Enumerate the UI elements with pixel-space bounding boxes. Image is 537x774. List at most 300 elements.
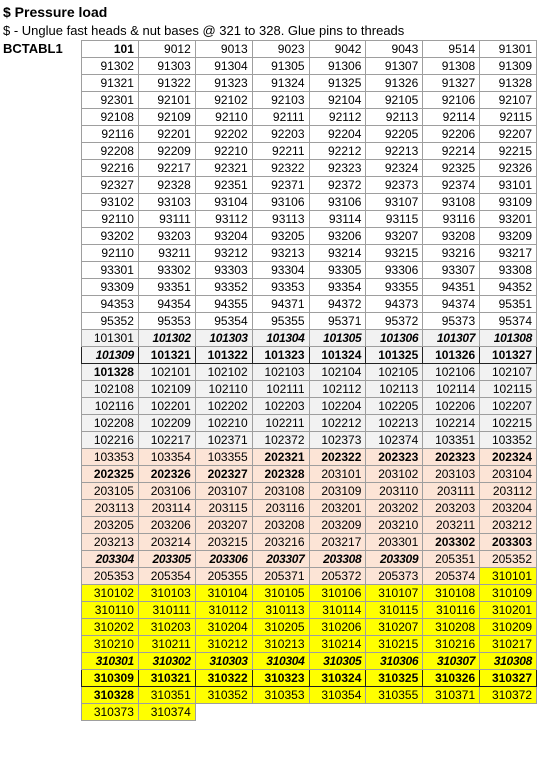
table-cell[interactable]: 101321: [138, 347, 195, 364]
table-cell[interactable]: 102201: [138, 398, 195, 415]
table-cell[interactable]: 93114: [309, 211, 366, 228]
table-cell[interactable]: 93115: [366, 211, 423, 228]
table-cell[interactable]: 102217: [138, 432, 195, 449]
table-cell[interactable]: 93202: [82, 228, 139, 245]
table-cell[interactable]: 103354: [138, 449, 195, 466]
table-cell[interactable]: 9023: [252, 41, 309, 58]
table-cell[interactable]: 92113: [366, 109, 423, 126]
table-cell[interactable]: 310208: [423, 619, 480, 636]
table-cell[interactable]: 205354: [138, 568, 195, 585]
table-cell[interactable]: 101305: [309, 330, 366, 347]
table-cell[interactable]: 205351: [423, 551, 480, 568]
table-cell[interactable]: 310302: [138, 653, 195, 670]
table-cell[interactable]: 310115: [366, 602, 423, 619]
table-cell[interactable]: 95374: [480, 313, 537, 330]
table-cell[interactable]: 93217: [480, 245, 537, 262]
table-cell[interactable]: 310308: [480, 653, 537, 670]
table-cell[interactable]: 93355: [366, 279, 423, 296]
table-cell[interactable]: 9042: [309, 41, 366, 58]
table-cell[interactable]: 203302: [423, 534, 480, 551]
table-cell[interactable]: 102216: [82, 432, 139, 449]
table-cell[interactable]: 203114: [138, 500, 195, 517]
table-cell[interactable]: 310101: [480, 568, 537, 585]
table-cell[interactable]: 310212: [195, 636, 252, 653]
table-cell[interactable]: 91306: [309, 58, 366, 75]
table-cell[interactable]: 93204: [195, 228, 252, 245]
table-cell[interactable]: 9514: [423, 41, 480, 58]
table-cell[interactable]: 310102: [82, 585, 139, 602]
table-cell[interactable]: 95373: [423, 313, 480, 330]
table-cell[interactable]: 92328: [138, 177, 195, 194]
table-cell[interactable]: 203214: [138, 534, 195, 551]
table-cell[interactable]: 203307: [252, 551, 309, 568]
table-cell[interactable]: 9043: [366, 41, 423, 58]
table-cell[interactable]: 92110: [82, 211, 139, 228]
table-cell[interactable]: 92217: [138, 160, 195, 177]
table-cell[interactable]: 203109: [309, 483, 366, 500]
table-cell[interactable]: 203206: [138, 517, 195, 534]
table-cell[interactable]: 310105: [252, 585, 309, 602]
table-cell[interactable]: 203306: [195, 551, 252, 568]
table-cell[interactable]: 310205: [252, 619, 309, 636]
table-cell[interactable]: 92104: [309, 92, 366, 109]
table-cell[interactable]: 310104: [195, 585, 252, 602]
table-cell[interactable]: 101322: [195, 347, 252, 364]
table-cell[interactable]: 92205: [366, 126, 423, 143]
table-cell[interactable]: 92103: [252, 92, 309, 109]
table-cell[interactable]: 92325: [423, 160, 480, 177]
table-cell[interactable]: 93306: [366, 262, 423, 279]
table-cell[interactable]: 102205: [366, 398, 423, 415]
table-cell[interactable]: 203203: [423, 500, 480, 517]
table-cell[interactable]: 310372: [480, 687, 537, 704]
table-cell[interactable]: 91323: [195, 75, 252, 92]
table-cell[interactable]: 205373: [366, 568, 423, 585]
table-cell[interactable]: 310109: [480, 585, 537, 602]
table-cell[interactable]: 310213: [252, 636, 309, 653]
table-cell[interactable]: 203208: [252, 517, 309, 534]
table-cell[interactable]: 203217: [309, 534, 366, 551]
table-cell[interactable]: 102106: [423, 364, 480, 381]
table-cell[interactable]: 205353: [82, 568, 139, 585]
table-cell[interactable]: 101328: [82, 364, 139, 381]
table-cell[interactable]: 93206: [309, 228, 366, 245]
table-cell[interactable]: 310328: [82, 687, 139, 704]
table-cell[interactable]: 92322: [252, 160, 309, 177]
table-cell[interactable]: [423, 704, 480, 721]
table-cell[interactable]: 93212: [195, 245, 252, 262]
table-cell[interactable]: [480, 704, 537, 721]
table-cell[interactable]: 310354: [309, 687, 366, 704]
table-cell[interactable]: 203210: [366, 517, 423, 534]
table-cell[interactable]: 202321: [252, 449, 309, 466]
table-cell[interactable]: 93301: [82, 262, 139, 279]
table-cell[interactable]: 102210: [195, 415, 252, 432]
table-cell[interactable]: 101323: [252, 347, 309, 364]
table-cell[interactable]: 310304: [252, 653, 309, 670]
table-cell[interactable]: 94355: [195, 296, 252, 313]
table-cell[interactable]: 91304: [195, 58, 252, 75]
table-cell[interactable]: 101325: [366, 347, 423, 364]
table-cell[interactable]: 102215: [480, 415, 537, 432]
table-cell[interactable]: 310305: [309, 653, 366, 670]
table-cell[interactable]: 92212: [309, 143, 366, 160]
table-cell[interactable]: 92106: [423, 92, 480, 109]
table-cell[interactable]: 102105: [366, 364, 423, 381]
table-cell[interactable]: 102114: [423, 381, 480, 398]
table-cell[interactable]: 91308: [423, 58, 480, 75]
table-cell[interactable]: 92110: [82, 245, 139, 262]
table-cell[interactable]: 93104: [195, 194, 252, 211]
table-cell[interactable]: 102202: [195, 398, 252, 415]
table-cell[interactable]: 310323: [252, 670, 309, 687]
table-cell[interactable]: 93302: [138, 262, 195, 279]
table-cell[interactable]: 102213: [366, 415, 423, 432]
table-cell[interactable]: 92105: [366, 92, 423, 109]
table-cell[interactable]: 91324: [252, 75, 309, 92]
table-cell[interactable]: 202328: [252, 466, 309, 483]
table-cell[interactable]: 101327: [480, 347, 537, 364]
table-cell[interactable]: 310209: [480, 619, 537, 636]
table-cell[interactable]: 92102: [195, 92, 252, 109]
table-cell[interactable]: 91301: [480, 41, 537, 58]
table-cell[interactable]: 203112: [480, 483, 537, 500]
table-cell[interactable]: 310202: [82, 619, 139, 636]
table-cell[interactable]: 102103: [252, 364, 309, 381]
table-cell[interactable]: 310203: [138, 619, 195, 636]
table-cell[interactable]: 102108: [82, 381, 139, 398]
table-cell[interactable]: 91302: [82, 58, 139, 75]
table-cell[interactable]: 205355: [195, 568, 252, 585]
table-cell[interactable]: 92202: [195, 126, 252, 143]
table-cell[interactable]: 93214: [309, 245, 366, 262]
table-cell[interactable]: 95354: [195, 313, 252, 330]
table-cell[interactable]: 92110: [195, 109, 252, 126]
table-cell[interactable]: 93112: [195, 211, 252, 228]
table-cell[interactable]: 205372: [309, 568, 366, 585]
table-cell[interactable]: 310106: [309, 585, 366, 602]
table-cell[interactable]: 93215: [366, 245, 423, 262]
table-cell[interactable]: 9013: [195, 41, 252, 58]
table-cell[interactable]: 310214: [309, 636, 366, 653]
table-cell[interactable]: 92211: [252, 143, 309, 160]
table-cell[interactable]: 91325: [309, 75, 366, 92]
table-cell[interactable]: 203107: [195, 483, 252, 500]
table-cell[interactable]: 203216: [252, 534, 309, 551]
table-cell[interactable]: 93308: [480, 262, 537, 279]
table-cell[interactable]: 310307: [423, 653, 480, 670]
table-cell[interactable]: 101302: [138, 330, 195, 347]
table-cell[interactable]: 102374: [366, 432, 423, 449]
table-cell[interactable]: [252, 704, 309, 721]
table-cell[interactable]: 310210: [82, 636, 139, 653]
table-cell[interactable]: 93111: [138, 211, 195, 228]
table-cell[interactable]: 92107: [480, 92, 537, 109]
table-cell[interactable]: 92204: [309, 126, 366, 143]
table-cell[interactable]: 310113: [252, 602, 309, 619]
table-cell[interactable]: 101326: [423, 347, 480, 364]
table-cell[interactable]: 102115: [480, 381, 537, 398]
table-cell[interactable]: 9012: [138, 41, 195, 58]
table-cell[interactable]: 203113: [82, 500, 139, 517]
table-cell[interactable]: 93351: [138, 279, 195, 296]
table-cell[interactable]: 203102: [366, 466, 423, 483]
table-cell[interactable]: 102208: [82, 415, 139, 432]
table-cell[interactable]: 91309: [480, 58, 537, 75]
table-cell[interactable]: 101324: [309, 347, 366, 364]
table-cell[interactable]: 101303: [195, 330, 252, 347]
table-cell[interactable]: 203106: [138, 483, 195, 500]
table-cell[interactable]: 93109: [480, 194, 537, 211]
table-cell[interactable]: 310114: [309, 602, 366, 619]
table-cell[interactable]: 92374: [423, 177, 480, 194]
table-cell[interactable]: 94374: [423, 296, 480, 313]
table-cell[interactable]: 91307: [366, 58, 423, 75]
table-cell[interactable]: 92206: [423, 126, 480, 143]
table-cell[interactable]: 205371: [252, 568, 309, 585]
table-cell[interactable]: 93354: [309, 279, 366, 296]
table-cell[interactable]: 101304: [252, 330, 309, 347]
table-cell[interactable]: 93309: [82, 279, 139, 296]
table-cell[interactable]: 203201: [309, 500, 366, 517]
table-cell[interactable]: 102207: [480, 398, 537, 415]
table-cell[interactable]: 203209: [309, 517, 366, 534]
table-cell[interactable]: 102212: [309, 415, 366, 432]
table-cell[interactable]: 203303: [480, 534, 537, 551]
table-cell[interactable]: 310204: [195, 619, 252, 636]
table-cell[interactable]: 93101: [480, 177, 537, 194]
table-cell[interactable]: 95352: [82, 313, 139, 330]
table-cell[interactable]: 203205: [82, 517, 139, 534]
table-cell[interactable]: 203101: [309, 466, 366, 483]
table-cell[interactable]: 94372: [309, 296, 366, 313]
table-cell[interactable]: 310353: [252, 687, 309, 704]
table-cell[interactable]: 102113: [366, 381, 423, 398]
table-cell[interactable]: 92209: [138, 143, 195, 160]
table-cell[interactable]: 91321: [82, 75, 139, 92]
table-cell[interactable]: 202322: [309, 449, 366, 466]
table-cell[interactable]: 101307: [423, 330, 480, 347]
table-cell[interactable]: 93106: [252, 194, 309, 211]
table-cell[interactable]: 310322: [195, 670, 252, 687]
table-cell[interactable]: 203115: [195, 500, 252, 517]
table-cell[interactable]: 203116: [252, 500, 309, 517]
table-cell[interactable]: 94354: [138, 296, 195, 313]
table-cell[interactable]: 102371: [195, 432, 252, 449]
table-cell[interactable]: 203301: [366, 534, 423, 551]
table-cell[interactable]: 101308: [480, 330, 537, 347]
table-cell[interactable]: 102203: [252, 398, 309, 415]
table-cell[interactable]: 92215: [480, 143, 537, 160]
table-cell[interactable]: 203212: [480, 517, 537, 534]
table-cell[interactable]: 93353: [252, 279, 309, 296]
table-cell[interactable]: 102209: [138, 415, 195, 432]
table-cell[interactable]: 310207: [366, 619, 423, 636]
table-cell[interactable]: 310216: [423, 636, 480, 653]
table-cell[interactable]: 310217: [480, 636, 537, 653]
table-cell[interactable]: 92216: [82, 160, 139, 177]
table-cell[interactable]: 202327: [195, 466, 252, 483]
table-cell[interactable]: 103355: [195, 449, 252, 466]
table-cell[interactable]: 91328: [480, 75, 537, 92]
table-cell[interactable]: 92101: [138, 92, 195, 109]
table-cell[interactable]: 92326: [480, 160, 537, 177]
table-cell[interactable]: 102107: [480, 364, 537, 381]
table-cell[interactable]: 203309: [366, 551, 423, 568]
table-cell[interactable]: 101309: [82, 347, 139, 364]
table-cell[interactable]: 310326: [423, 670, 480, 687]
table-cell[interactable]: 203204: [480, 500, 537, 517]
table-cell[interactable]: 92203: [252, 126, 309, 143]
table-cell[interactable]: 310303: [195, 653, 252, 670]
table-cell[interactable]: 310373: [82, 704, 139, 721]
table-cell[interactable]: 94373: [366, 296, 423, 313]
table-cell[interactable]: 92207: [480, 126, 537, 143]
table-cell[interactable]: 102211: [252, 415, 309, 432]
table-cell[interactable]: 92214: [423, 143, 480, 160]
table-cell[interactable]: 92210: [195, 143, 252, 160]
table-cell[interactable]: 202323: [423, 449, 480, 466]
table-cell[interactable]: 310327: [480, 670, 537, 687]
table-cell[interactable]: 203111: [423, 483, 480, 500]
table-cell[interactable]: [366, 704, 423, 721]
table-cell[interactable]: 92208: [82, 143, 139, 160]
table-cell[interactable]: 310112: [195, 602, 252, 619]
table-cell[interactable]: 310351: [138, 687, 195, 704]
table-cell[interactable]: 91303: [138, 58, 195, 75]
table-cell[interactable]: 310321: [138, 670, 195, 687]
table-cell[interactable]: 101: [82, 41, 139, 58]
table-cell[interactable]: 102112: [309, 381, 366, 398]
table-cell[interactable]: 91305: [252, 58, 309, 75]
table-cell[interactable]: 95372: [366, 313, 423, 330]
table-cell[interactable]: 93303: [195, 262, 252, 279]
table-cell[interactable]: 92114: [423, 109, 480, 126]
table-cell[interactable]: 93307: [423, 262, 480, 279]
table-cell[interactable]: 310116: [423, 602, 480, 619]
table-cell[interactable]: 92373: [366, 177, 423, 194]
table-cell[interactable]: 93304: [252, 262, 309, 279]
table-cell[interactable]: 91322: [138, 75, 195, 92]
table-cell[interactable]: 202325: [82, 466, 139, 483]
table-cell[interactable]: 92109: [138, 109, 195, 126]
table-cell[interactable]: 101301: [82, 330, 139, 347]
table-cell[interactable]: 95371: [309, 313, 366, 330]
table-cell[interactable]: 310324: [309, 670, 366, 687]
table-cell[interactable]: 203213: [82, 534, 139, 551]
table-cell[interactable]: 102110: [195, 381, 252, 398]
table-cell[interactable]: 310355: [366, 687, 423, 704]
table-cell[interactable]: 102109: [138, 381, 195, 398]
table-cell[interactable]: 102101: [138, 364, 195, 381]
table-cell[interactable]: 94352: [480, 279, 537, 296]
table-cell[interactable]: 102111: [252, 381, 309, 398]
table-cell[interactable]: 92213: [366, 143, 423, 160]
table-cell[interactable]: 202326: [138, 466, 195, 483]
table-cell[interactable]: 203304: [82, 551, 139, 568]
table-cell[interactable]: 93203: [138, 228, 195, 245]
table-cell[interactable]: 203215: [195, 534, 252, 551]
table-cell[interactable]: 93207: [366, 228, 423, 245]
table-cell[interactable]: 93305: [309, 262, 366, 279]
table-cell[interactable]: 102372: [252, 432, 309, 449]
table-cell[interactable]: 91327: [423, 75, 480, 92]
table-cell[interactable]: 310325: [366, 670, 423, 687]
table-cell[interactable]: 93103: [138, 194, 195, 211]
table-cell[interactable]: 203104: [480, 466, 537, 483]
table-cell[interactable]: 203207: [195, 517, 252, 534]
table-cell[interactable]: 310374: [138, 704, 195, 721]
table-cell[interactable]: 92327: [82, 177, 139, 194]
table-cell[interactable]: 92112: [309, 109, 366, 126]
table-cell[interactable]: 203305: [138, 551, 195, 568]
table-cell[interactable]: 93205: [252, 228, 309, 245]
table-cell[interactable]: 310108: [423, 585, 480, 602]
table-cell[interactable]: 92201: [138, 126, 195, 143]
table-cell[interactable]: 202323: [366, 449, 423, 466]
table-cell[interactable]: 202324: [480, 449, 537, 466]
table-cell[interactable]: 93216: [423, 245, 480, 262]
table-cell[interactable]: 310309: [82, 670, 139, 687]
table-cell[interactable]: 95353: [138, 313, 195, 330]
table-cell[interactable]: 92351: [195, 177, 252, 194]
table-cell[interactable]: 92323: [309, 160, 366, 177]
table-cell[interactable]: 92371: [252, 177, 309, 194]
table-cell[interactable]: 310215: [366, 636, 423, 653]
table-cell[interactable]: 92321: [195, 160, 252, 177]
table-cell[interactable]: 93108: [423, 194, 480, 211]
table-cell[interactable]: 102214: [423, 415, 480, 432]
table-cell[interactable]: 310103: [138, 585, 195, 602]
table-cell[interactable]: 203110: [366, 483, 423, 500]
table-cell[interactable]: [195, 704, 252, 721]
table-cell[interactable]: 93113: [252, 211, 309, 228]
table-cell[interactable]: 310206: [309, 619, 366, 636]
table-cell[interactable]: 102104: [309, 364, 366, 381]
table-cell[interactable]: 310201: [480, 602, 537, 619]
table-cell[interactable]: 93116: [423, 211, 480, 228]
table-cell[interactable]: 102206: [423, 398, 480, 415]
table-cell[interactable]: 92115: [480, 109, 537, 126]
table-cell[interactable]: 203108: [252, 483, 309, 500]
table-cell[interactable]: 101306: [366, 330, 423, 347]
table-cell[interactable]: 94351: [423, 279, 480, 296]
table-cell[interactable]: 93107: [366, 194, 423, 211]
table-cell[interactable]: 310111: [138, 602, 195, 619]
table-cell[interactable]: 92372: [309, 177, 366, 194]
table-cell[interactable]: 92116: [82, 126, 139, 143]
table-cell[interactable]: 102204: [309, 398, 366, 415]
table-cell[interactable]: 102116: [82, 398, 139, 415]
table-cell[interactable]: 93211: [138, 245, 195, 262]
table-cell[interactable]: 93213: [252, 245, 309, 262]
table-cell[interactable]: 92111: [252, 109, 309, 126]
table-cell[interactable]: 310107: [366, 585, 423, 602]
table-cell[interactable]: 205352: [480, 551, 537, 568]
table-cell[interactable]: 310110: [82, 602, 139, 619]
table-cell[interactable]: 102102: [195, 364, 252, 381]
table-cell[interactable]: 310301: [82, 653, 139, 670]
table-cell[interactable]: 203211: [423, 517, 480, 534]
table-cell[interactable]: 92324: [366, 160, 423, 177]
table-cell[interactable]: 310306: [366, 653, 423, 670]
table-cell[interactable]: 95355: [252, 313, 309, 330]
table-cell[interactable]: 310352: [195, 687, 252, 704]
table-cell[interactable]: 102373: [309, 432, 366, 449]
table-cell[interactable]: 205374: [423, 568, 480, 585]
table-cell[interactable]: 103351: [423, 432, 480, 449]
table-cell[interactable]: 95351: [480, 296, 537, 313]
